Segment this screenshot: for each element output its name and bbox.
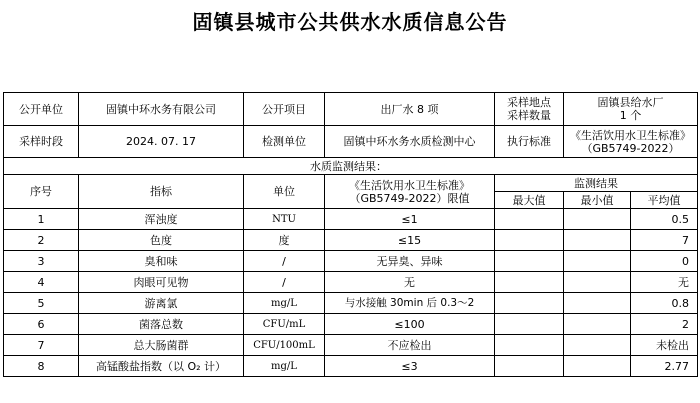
- row-unit: mg/L: [244, 356, 325, 377]
- row-limit: ≤3: [325, 356, 495, 377]
- row-limit: 无: [325, 272, 495, 293]
- period-label: 采样时段: [4, 126, 79, 158]
- row-limit: ≤1: [325, 209, 495, 230]
- row-avg: 未检出: [631, 335, 698, 356]
- row-limit: 与水接触 30min 后 0.3～2: [325, 293, 495, 314]
- publisher-label: 公开单位: [4, 93, 79, 126]
- row-unit: NTU: [244, 209, 325, 230]
- header-indicator: 指标: [79, 175, 244, 209]
- item-value: 出厂水 8 项: [325, 93, 495, 126]
- header-no: 序号: [4, 175, 79, 209]
- row-max: [495, 251, 564, 272]
- table-row: [4, 230, 698, 251]
- header-min: 最小值: [564, 192, 631, 209]
- table-row: [4, 335, 698, 356]
- row-min: [564, 314, 631, 335]
- row-unit: /: [244, 272, 325, 293]
- row-unit: CFU/mL: [244, 314, 325, 335]
- location-value: 固镇县给水厂: [597, 96, 664, 109]
- row-avg: 0.8: [631, 293, 698, 314]
- quantity-label: 采样数量: [507, 109, 551, 122]
- quantity-value: 1 个: [619, 109, 642, 122]
- location-quantity-labels: [495, 93, 564, 126]
- row-indicator: 臭和味: [79, 251, 244, 272]
- row-no: 2: [4, 230, 79, 251]
- water-quality-table: [3, 92, 698, 377]
- row-min: [564, 356, 631, 377]
- row-avg: 0.5: [631, 209, 698, 230]
- row-indicator: 游离氯: [79, 293, 244, 314]
- table-row: [4, 356, 698, 377]
- row-avg: 2: [631, 314, 698, 335]
- header-avg: 平均值: [631, 192, 698, 209]
- row-avg: 2.77: [631, 356, 698, 377]
- row-min: [564, 230, 631, 251]
- row-no: 1: [4, 209, 79, 230]
- row-no: 5: [4, 293, 79, 314]
- row-max: [495, 335, 564, 356]
- publisher-value: 固镇中环水务有限公司: [79, 93, 244, 126]
- row-no: 7: [4, 335, 79, 356]
- page-title: 固镇县城市公共供水水质信息公告: [192, 10, 508, 34]
- row-no: 8: [4, 356, 79, 377]
- header-limit-line-1: 《生活饮用水卫生标准》: [349, 178, 470, 192]
- row-max: [495, 293, 564, 314]
- results-heading: 水质监测结果：: [4, 158, 698, 175]
- standard-value-line-1: 《生活饮用水卫生标准》: [570, 128, 691, 142]
- row-max: [495, 314, 564, 335]
- row-indicator: 色度: [79, 230, 244, 251]
- standard-value-line-2: （GB5749-2022）: [581, 141, 680, 155]
- row-min: [564, 335, 631, 356]
- row-unit: /: [244, 251, 325, 272]
- row-indicator: 肉眼可见物: [79, 272, 244, 293]
- standard-value: [564, 126, 698, 158]
- header-max: 最大值: [495, 192, 564, 209]
- row-min: [564, 293, 631, 314]
- row-limit: 无异臭、异味: [325, 251, 495, 272]
- item-label: 公开项目: [244, 93, 325, 126]
- header-monitoring: 监测结果: [495, 175, 698, 192]
- table-row: [4, 314, 698, 335]
- header-unit: 单位: [244, 175, 325, 209]
- row-max: [495, 272, 564, 293]
- row-max: [495, 209, 564, 230]
- row-no: 3: [4, 251, 79, 272]
- table-row: [4, 209, 698, 230]
- unit-value: 固镇中环水务水质检测中心: [325, 126, 495, 158]
- row-indicator: 菌落总数: [79, 314, 244, 335]
- header-limit-line-2: （GB5749-2022）限值: [349, 191, 470, 205]
- row-min: [564, 251, 631, 272]
- row-unit: mg/L: [244, 293, 325, 314]
- row-unit: CFU/100mL: [244, 335, 325, 356]
- table-row: [4, 293, 698, 314]
- row-limit: ≤100: [325, 314, 495, 335]
- row-indicator: 高锰酸盐指数（以 O₂ 计）: [79, 356, 244, 377]
- location-quantity-values: [564, 93, 698, 126]
- row-avg: 无: [631, 272, 698, 293]
- row-max: [495, 230, 564, 251]
- table-row: [4, 272, 698, 293]
- row-limit: ≤15: [325, 230, 495, 251]
- header-limit: [325, 175, 495, 209]
- location-label: 采样地点: [507, 96, 551, 109]
- row-avg: 7: [631, 230, 698, 251]
- row-limit: 不应检出: [325, 335, 495, 356]
- row-indicator: 总大肠菌群: [79, 335, 244, 356]
- row-min: [564, 272, 631, 293]
- unit-label: 检测单位: [244, 126, 325, 158]
- standard-label: 执行标准: [495, 126, 564, 158]
- row-indicator: 浑浊度: [79, 209, 244, 230]
- period-value: 2024. 07. 17: [79, 126, 244, 158]
- row-max: [495, 356, 564, 377]
- row-no: 4: [4, 272, 79, 293]
- table-row: [4, 251, 698, 272]
- row-min: [564, 209, 631, 230]
- row-no: 6: [4, 314, 79, 335]
- row-avg: 0: [631, 251, 698, 272]
- row-unit: 度: [244, 230, 325, 251]
